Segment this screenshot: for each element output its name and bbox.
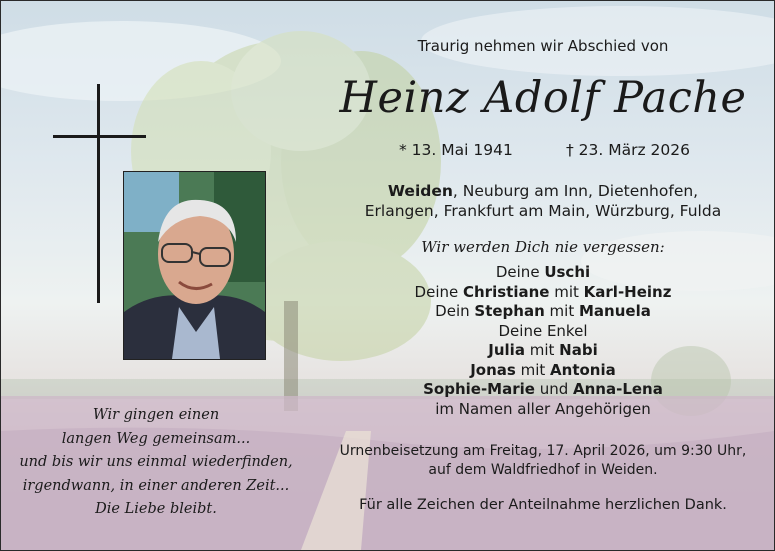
mourner-name: Anna-Lena bbox=[573, 380, 663, 398]
death-date: † 23. März 2026 bbox=[566, 141, 691, 159]
mourner-name: Jonas bbox=[470, 360, 516, 379]
mourners-list bbox=[331, 263, 755, 419]
mourner-name: Sophie-Marie bbox=[423, 380, 535, 398]
mourner-name: Nabi bbox=[559, 341, 598, 359]
christian-cross-icon-bar bbox=[53, 135, 146, 138]
mourner-name: Manuela bbox=[578, 302, 651, 320]
poem-line: Wir gingen einen bbox=[92, 407, 220, 423]
places-line-1-rest: , Neuburg am Inn, Dietenhofen, bbox=[452, 182, 699, 200]
deceased-name: Heinz Adolf Pache bbox=[339, 73, 747, 123]
mourner-name: Karl-Heinz bbox=[583, 282, 672, 301]
thanks-line: Für alle Zeichen der Anteilnahme herzlichen Dank. bbox=[359, 497, 727, 513]
poem-line: Die Liebe bleibt. bbox=[95, 501, 217, 517]
mourner-prefix: Deine bbox=[414, 282, 463, 301]
mourner-line bbox=[331, 283, 755, 303]
mourner-name: Antonia bbox=[550, 360, 616, 379]
mourner-line bbox=[331, 341, 755, 361]
poem-line: langen Weg gemeinsam... bbox=[61, 430, 251, 447]
mourner-line: im Namen aller Angehörigen bbox=[435, 399, 651, 418]
christian-cross-icon bbox=[97, 84, 100, 303]
places-block bbox=[331, 181, 755, 221]
poem-line: irgendwann, in einer anderen Zeit... bbox=[22, 477, 290, 494]
mourner-connector: mit bbox=[549, 282, 584, 301]
mourner-connector: mit bbox=[544, 302, 579, 320]
birth-date: * 13. Mai 1941 bbox=[399, 141, 513, 159]
places-line-2: Erlangen, Frankfurt am Main, Würzburg, Fulda bbox=[364, 202, 722, 220]
mourner-name: Julia bbox=[488, 341, 525, 359]
poem bbox=[1, 404, 311, 522]
place-weiden: Weiden bbox=[387, 182, 453, 200]
poem-line: und bis wir uns einmal wiederfinden, bbox=[19, 454, 293, 470]
mourner-line bbox=[331, 361, 755, 381]
mourner-line bbox=[331, 302, 755, 322]
mourner-prefix: Deine bbox=[495, 263, 545, 281]
mourner-name: Christiane bbox=[463, 282, 550, 301]
funeral-line-1: Urnenbeisetzung am Freitag, 17. April 2026, um 9:30 Uhr, bbox=[339, 443, 747, 459]
portrait-photo bbox=[123, 171, 266, 360]
intro-line: Traurig nehmen wir Abschied von bbox=[417, 37, 669, 55]
mourner-name: Stephan bbox=[474, 302, 545, 320]
places-line-1 bbox=[331, 181, 755, 201]
mourner-line: Deine Enkel bbox=[498, 321, 588, 340]
mourner-name: Uschi bbox=[544, 263, 591, 281]
mourner-connector: mit bbox=[524, 341, 560, 359]
mourner-prefix: Dein bbox=[435, 302, 475, 320]
mourner-connector: mit bbox=[515, 360, 551, 379]
mourner-line bbox=[331, 263, 755, 283]
funeral-line-2: auf dem Waldfriedhof in Weiden. bbox=[428, 462, 658, 478]
mourner-line bbox=[331, 380, 755, 400]
farewell-quote: Wir werden Dich nie vergessen: bbox=[421, 238, 665, 256]
mourner-connector: und bbox=[534, 380, 574, 398]
funeral-info bbox=[326, 442, 760, 480]
